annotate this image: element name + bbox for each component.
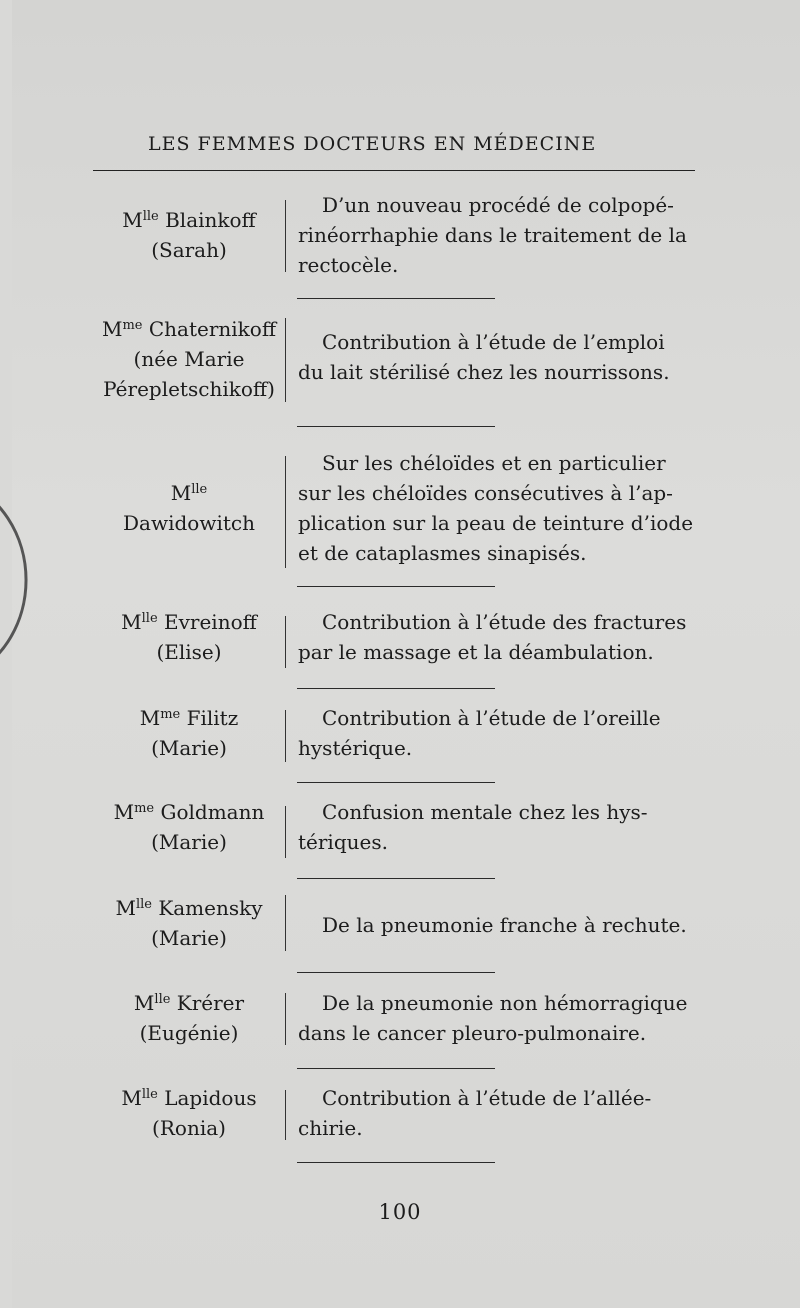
- thesis-title-line: Confusion mentale chez les hys-: [322, 800, 648, 824]
- thesis-title-line: De la pneumonie franche à rechute.: [322, 913, 687, 937]
- thesis-title-line: rinéorrhaphie dans le traitement de la: [298, 223, 687, 247]
- author-title-line: [82, 478, 296, 508]
- page-number: 100: [378, 1200, 422, 1224]
- author-name: [82, 314, 296, 404]
- thesis-title-line: De la pneumonie non hémorragique: [322, 991, 688, 1015]
- author-surname: Evreinoff: [164, 610, 257, 634]
- author-surname: Chaternikoff: [148, 317, 277, 341]
- thesis-title-line: Contribution à l’étude de l’allée-: [322, 1086, 652, 1110]
- thesis-title-line: par le massage et la déambulation.: [298, 640, 654, 664]
- thesis-title-line: sur les chéloïdes consécutives à l’ap-: [298, 481, 673, 505]
- thesis-title-line: Sur les chéloïdes et en particulier: [322, 451, 666, 475]
- author-title-line: [82, 314, 296, 344]
- entry-separator: [297, 298, 495, 299]
- honorific: M: [121, 1086, 142, 1110]
- honorific-superscript: lle: [141, 1087, 158, 1102]
- author-title-line: [82, 988, 296, 1018]
- thesis-title: [298, 988, 700, 1048]
- entry-separator: [297, 688, 495, 689]
- running-header: LES FEMMES DOCTEURS EN MÉDECINE: [148, 133, 597, 155]
- thesis-title-line: et de cataplasmes sinapisés.: [298, 541, 587, 565]
- thesis-title: [298, 797, 700, 857]
- column-divider: [285, 456, 286, 568]
- author-name-line: (Eugénie): [139, 1021, 239, 1045]
- entry-separator: [297, 426, 495, 427]
- thesis-title-line: rectocèle.: [298, 253, 399, 277]
- entry-separator: [297, 972, 495, 973]
- author-name: [82, 703, 296, 763]
- author-name: [82, 797, 296, 857]
- thesis-title-line: hystérique.: [298, 736, 413, 760]
- column-divider: [285, 895, 286, 951]
- thesis-title: [298, 448, 700, 568]
- thesis-title: [298, 910, 700, 940]
- honorific-superscript: lle: [141, 611, 158, 626]
- author-name-line: Dawidowitch: [123, 511, 255, 535]
- honorific-superscript: me: [160, 707, 181, 722]
- column-divider: [285, 806, 286, 858]
- author-name-line: (Ronia): [152, 1116, 226, 1140]
- entry-separator: [297, 1162, 495, 1163]
- author-title-line: [82, 205, 296, 235]
- author-title-line: [82, 1083, 296, 1113]
- honorific: M: [113, 800, 135, 824]
- thesis-title-line: Contribution à l’étude des fractures: [322, 610, 687, 634]
- entry-separator: [297, 782, 495, 783]
- column-divider: [285, 993, 286, 1045]
- honorific-superscript: me: [134, 801, 155, 816]
- author-title-line: [82, 607, 296, 637]
- entry-separator: [297, 1068, 495, 1069]
- author-name-line: (Marie): [151, 736, 227, 760]
- thesis-title-line: Contribution à l’étude de l’emploi: [322, 330, 665, 354]
- author-name: [82, 988, 296, 1048]
- column-divider: [285, 318, 286, 402]
- honorific: M: [139, 706, 161, 730]
- honorific-superscript: me: [122, 318, 143, 333]
- author-name: [82, 205, 296, 265]
- thesis-title-line: plication sur la peau de teinture d’iode: [298, 511, 694, 535]
- header-rule: [93, 170, 695, 171]
- author-surname: Filitz: [186, 706, 239, 730]
- honorific: M: [170, 481, 192, 505]
- author-surname: Krérer: [176, 991, 245, 1015]
- entry-separator: [297, 878, 495, 879]
- author-name-line: (Sarah): [151, 238, 227, 262]
- honorific-superscript: lle: [154, 992, 171, 1007]
- author-title-line: [82, 703, 296, 733]
- author-name-line: (Elise): [156, 640, 222, 664]
- thesis-title: [298, 1083, 700, 1143]
- thesis-title: [298, 327, 700, 387]
- honorific-superscript: lle: [135, 897, 152, 912]
- column-divider: [285, 200, 286, 272]
- thesis-title: [298, 607, 700, 667]
- column-divider: [285, 1090, 286, 1140]
- library-stamp: [0, 470, 60, 690]
- author-name-line: (Marie): [151, 926, 227, 950]
- thesis-title: [298, 190, 700, 280]
- thesis-title-line: Contribution à l’étude de l’oreille: [322, 706, 661, 730]
- author-name: [82, 478, 296, 538]
- author-title-line: [82, 797, 296, 827]
- thesis-title-line: dans le cancer pleuro-pulmonaire.: [298, 1021, 647, 1045]
- honorific: M: [121, 610, 142, 634]
- thesis-title-line: du lait stérilisé chez les nourrissons.: [298, 360, 670, 384]
- author-name: [82, 1083, 296, 1143]
- thesis-title-line: tériques.: [298, 830, 388, 854]
- honorific: M: [115, 896, 136, 920]
- column-divider: [285, 710, 286, 762]
- thesis-title: [298, 703, 700, 763]
- honorific-superscript: lle: [142, 209, 159, 224]
- author-name: [82, 607, 296, 667]
- author-surname: Lapidous: [164, 1086, 257, 1110]
- author-name-line: (née Marie: [133, 347, 245, 371]
- entry-separator: [297, 586, 495, 587]
- author-name: [82, 893, 296, 953]
- honorific-superscript: lle: [191, 482, 208, 497]
- honorific: M: [122, 208, 143, 232]
- author-surname: Blainkoff: [165, 208, 256, 232]
- thesis-title-line: chirie.: [298, 1116, 363, 1140]
- author-name-line: Pérepletschikoff): [103, 377, 275, 401]
- author-name-line: (Marie): [151, 830, 227, 854]
- column-divider: [285, 616, 286, 668]
- author-surname: Goldmann: [160, 800, 265, 824]
- honorific: M: [101, 317, 123, 341]
- author-title-line: [82, 893, 296, 923]
- author-surname: Kamensky: [158, 896, 263, 920]
- thesis-title-line: D’un nouveau procédé de colpopé-: [322, 193, 674, 217]
- honorific: M: [133, 991, 155, 1015]
